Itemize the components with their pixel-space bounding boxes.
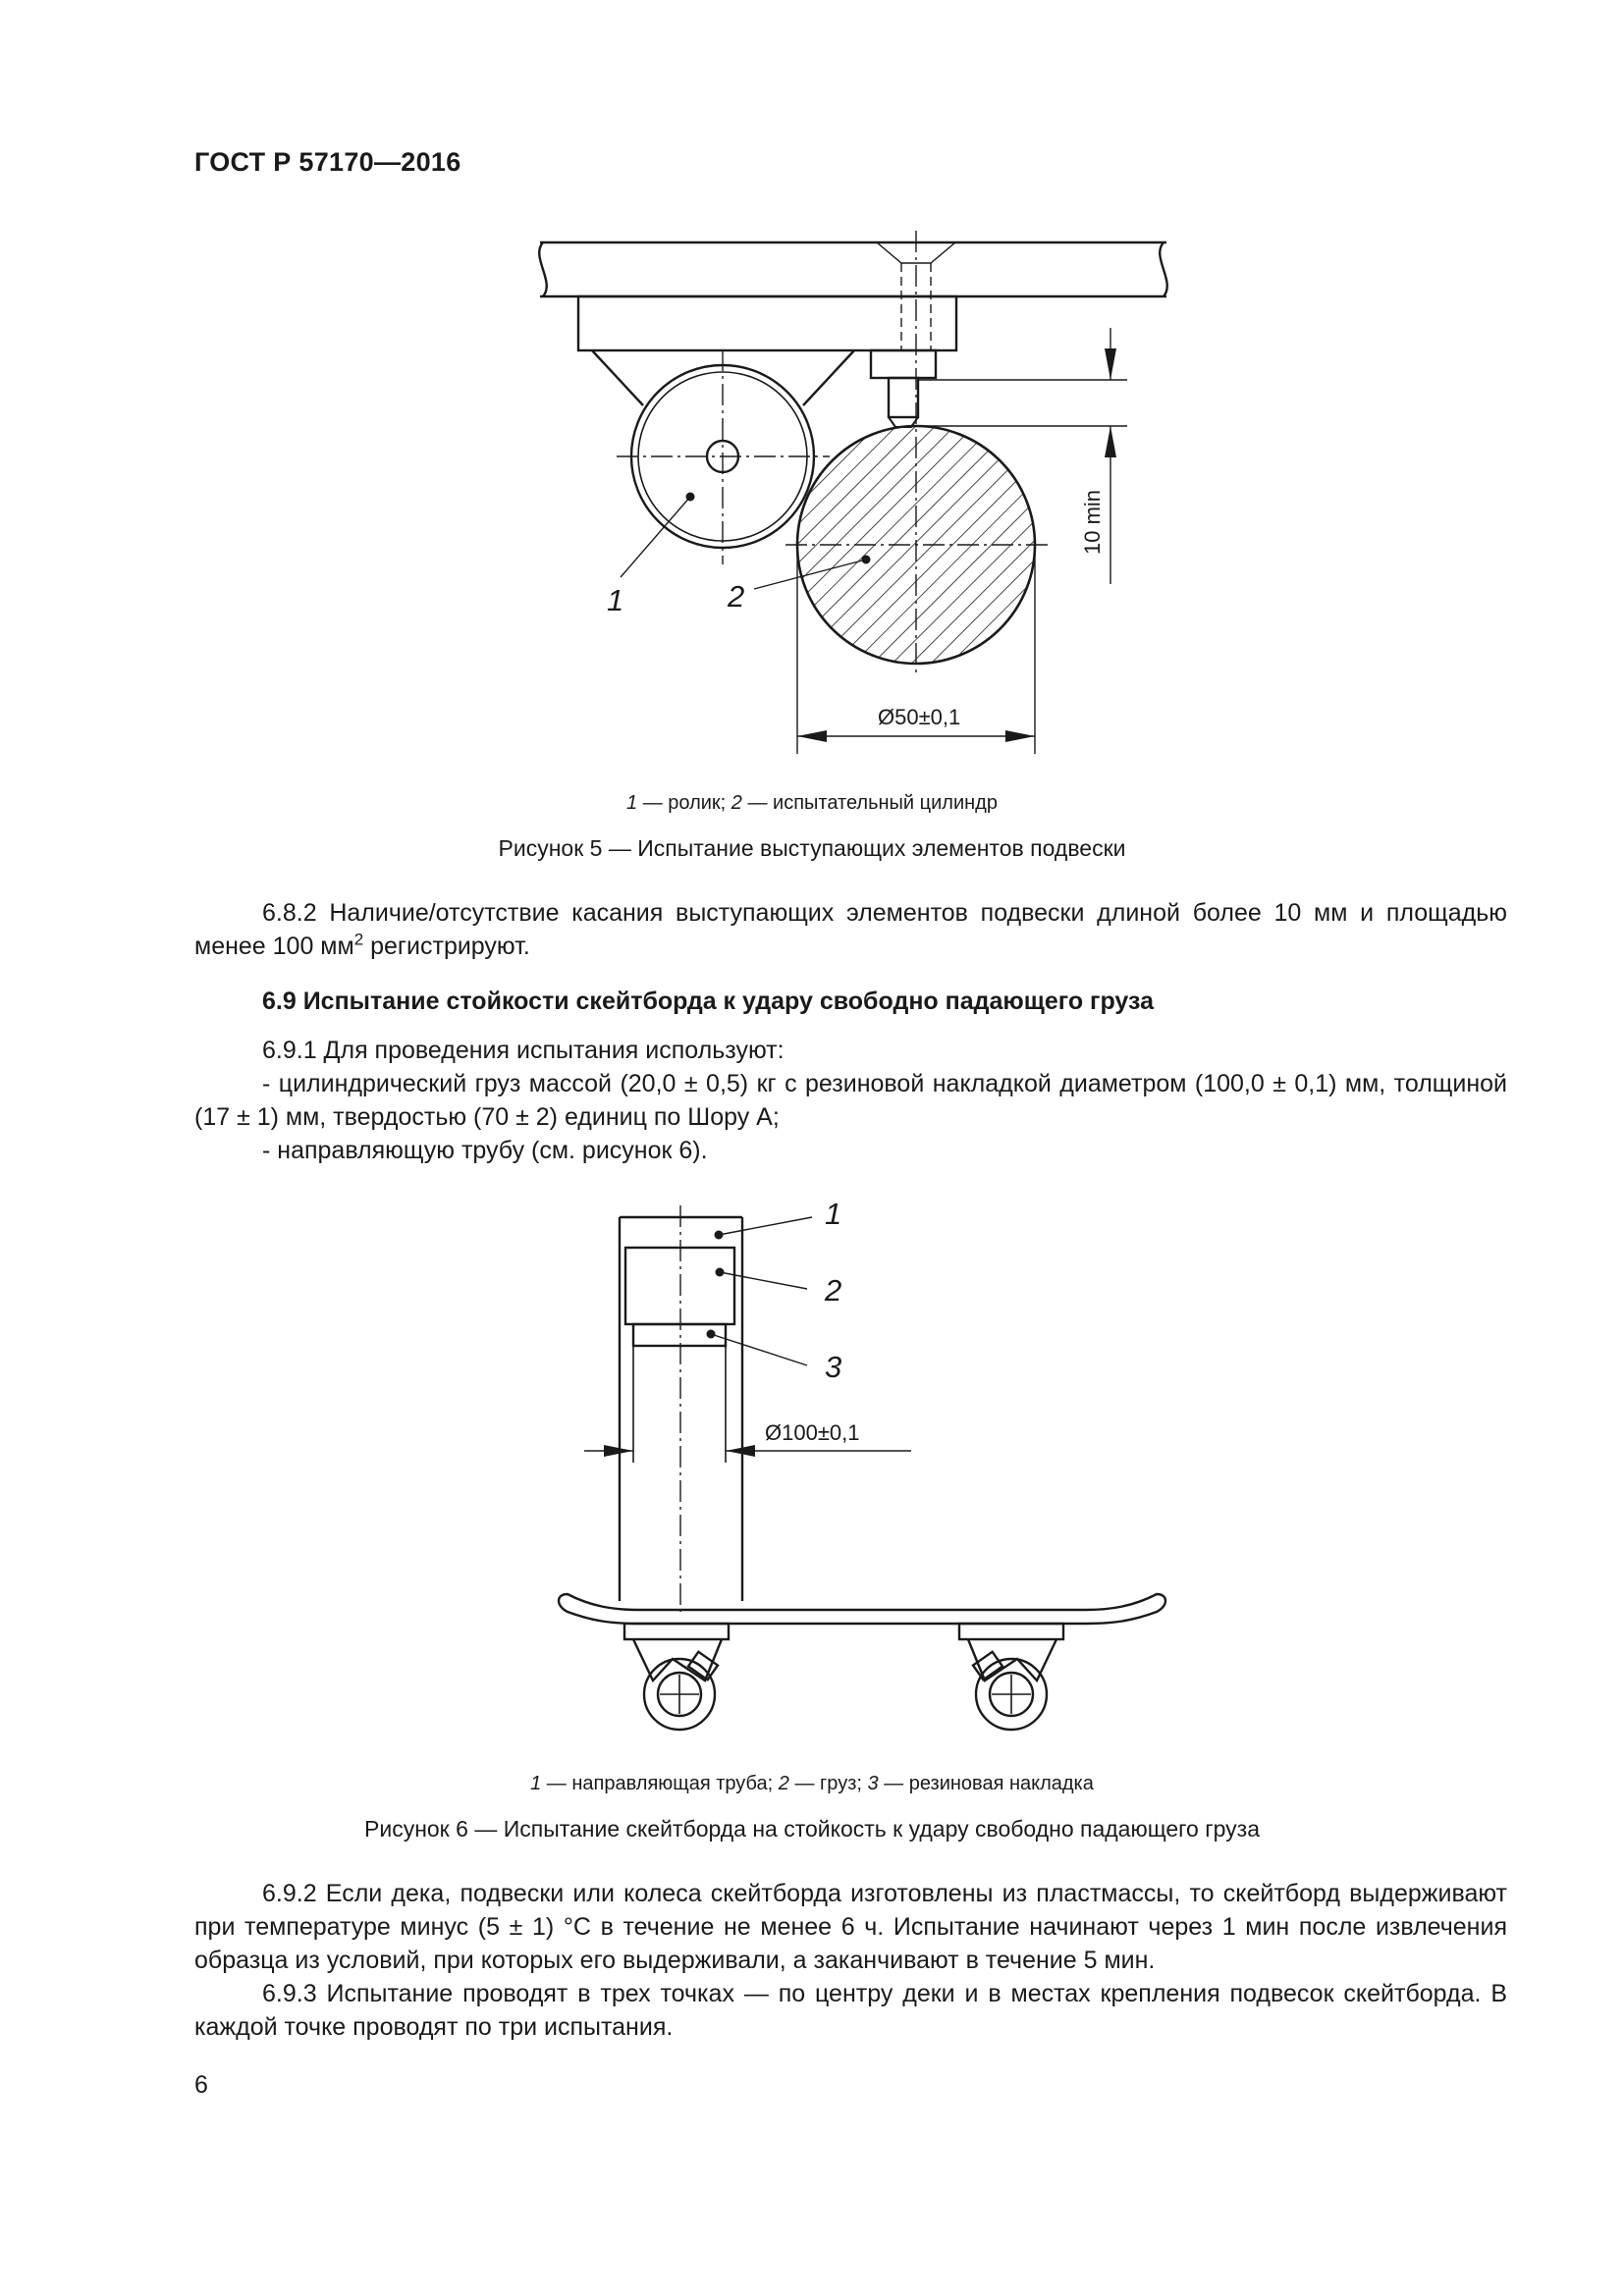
- list-item-weight: - цилиндрический груз массой (20,0 ± 0,5) кг с резиновой накладкой диаметром (100,0 ± 0,1) мм, толщиной (17 ± 1) мм, твердостью (70 ± 2) единиц по Шору А;: [194, 1070, 1507, 1131]
- mount-block: [578, 296, 956, 350]
- legend-6-text-1: — направляющая труба;: [541, 1773, 779, 1794]
- left-bushing: [688, 1652, 718, 1681]
- right-bushing: [973, 1652, 1002, 1681]
- superscript-2: 2: [353, 930, 364, 949]
- legend-6-text-3: — резиновая накладка: [878, 1773, 1094, 1794]
- paragraph-6-8-2: [194, 896, 1507, 963]
- fig5-callout-2: 2: [728, 579, 745, 614]
- figure-6-legend: [0, 1773, 1624, 1795]
- page-number: 6: [194, 2071, 208, 2099]
- fig6-callout-1: 1: [825, 1197, 842, 1231]
- bracket-right: [803, 350, 854, 405]
- legend-5-num-1: 1: [626, 792, 638, 814]
- fig6-leader-1: [719, 1217, 812, 1235]
- figure-6-drawing: [0, 1178, 1624, 1767]
- fig5-callout-1: 1: [607, 583, 624, 617]
- paragraph-6-9-2: 6.9.2 Если дека, подвески или колеса скейтборда изготовлены из пластмассы, то скейтборд выдерживают при температуре минус (5 ± 1) °С в течение не менее 6 ч. Испытание начинают через 1 мин после извлечения образца из условий, при которых его выдерживали, а заканчивают в течение 5 мин.: [194, 1880, 1507, 1974]
- paragraph-6-8-2-text: 6.8.2 Наличие/отсутствие касания выступающих элементов подвески длиной более 10 мм и площадью менее 100 мм: [194, 899, 1507, 960]
- skateboard-deck: [559, 1594, 1165, 1624]
- figure-5-drawing: [0, 0, 1624, 785]
- legend-5-text-1: — ролик;: [637, 792, 731, 814]
- fig5-dim-10min: 10 min: [1080, 489, 1105, 555]
- break-right: [1160, 242, 1167, 296]
- fig6-callout-3: 3: [825, 1350, 842, 1384]
- legend-5-num-2: 2: [731, 792, 742, 814]
- bracket-left: [592, 350, 643, 405]
- fig6-dim-diameter: Ø100±0,1: [765, 1420, 860, 1445]
- left-truck-baseplate: [624, 1624, 729, 1639]
- legend-5-text-2: — испытательный цилиндр: [741, 792, 998, 814]
- legend-6-num-3: 3: [867, 1773, 879, 1794]
- legend-6-num-1: 1: [530, 1773, 542, 1794]
- document-header: ГОСТ Р 57170—2016: [194, 147, 461, 177]
- paragraph-6-9-1: 6.9.1 Для проведения испытания используют:: [262, 1037, 785, 1064]
- paragraph-6-8-2-end: регистрируют.: [363, 933, 530, 960]
- legend-6-num-2: 2: [778, 1773, 789, 1794]
- break-left: [539, 242, 547, 296]
- figure-5-legend: [0, 792, 1624, 815]
- fig6-leader-2: [720, 1272, 807, 1289]
- legend-6-text-2: — груз;: [788, 1773, 868, 1794]
- paragraph-6-9-3: 6.9.3 Испытание проводят в трех точках — по центру деки и в местах крепления подвесок скейтборда. В каждой точке проводят по три испытания.: [194, 1980, 1507, 2041]
- figure-5-caption: Рисунок 5 — Испытание выступающих элементов подвески: [498, 835, 1126, 861]
- fig5-dim-diameter: Ø50±0,1: [878, 705, 961, 729]
- list-item-pipe: - направляющую трубу (см. рисунок 6).: [262, 1137, 708, 1164]
- figure-6-caption: Рисунок 6 — Испытание скейтборда на стойкость к удару свободно падающего груза: [364, 1816, 1260, 1842]
- section-heading-6-9: 6.9 Испытание стойкости скейтборда к удару свободно падающего груза: [262, 988, 1154, 1015]
- bolt-head: [871, 350, 936, 378]
- right-truck-baseplate: [959, 1624, 1063, 1639]
- bolt-shank: [889, 378, 918, 417]
- fig6-callout-2: 2: [825, 1273, 842, 1308]
